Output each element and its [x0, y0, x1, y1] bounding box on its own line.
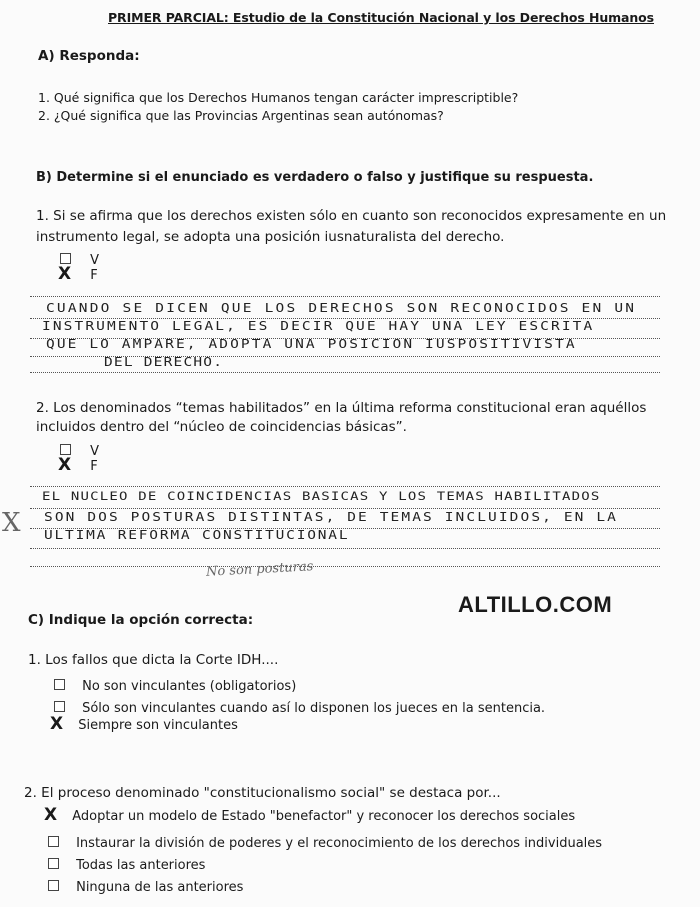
b2-handwritten-answer-line-1: EL NUCLEO DE COINCIDENCIAS BASICAS Y LOS TEMAS HABILITADOS — [42, 490, 601, 504]
b2-answer-rule-5 — [30, 566, 660, 567]
b2-option-v-label: V — [90, 444, 99, 459]
b1-statement-line-2: instrumento legal, se adopta una posición iusnaturalista del derecho. — [36, 229, 505, 245]
b2-statement-line-2: incluidos dentro del “núcleo de coincidencias básicas”. — [36, 419, 407, 435]
b2-handwritten-answer-line-2: SON DOS POSTURAS DISTINTAS, DE TEMAS INCLUIDOS, EN LA — [44, 511, 618, 525]
b2-f-checked-mark: X — [58, 455, 72, 475]
c1-checkbox-1[interactable] — [54, 679, 65, 690]
c1-option-3-label: Siempre son vinculantes — [78, 718, 238, 733]
b2-answer-rule-2 — [30, 508, 660, 509]
c2-option-1-label: Adoptar un modelo de Estado "benefactor" y reconocer los derechos sociales — [72, 809, 576, 824]
c2-checkbox-4[interactable] — [48, 880, 59, 891]
b1-handwritten-answer-line-3: QUE LO AMPARE, ADOPTA UNA POSICION IUSPOSITIVISTA — [46, 338, 577, 352]
section-a-heading: A) Responda: — [38, 48, 140, 64]
b1-answer-rule-5 — [30, 372, 660, 373]
c2-option-4[interactable] — [48, 876, 243, 895]
b2-handwritten-answer-line-3: ULTIMA REFORMA CONSTITUCIONAL — [44, 529, 350, 543]
c2-option-2-label: Instaurar la división de poderes y el reconocimiento de los derechos individuales — [76, 836, 603, 851]
b1-answer-rule-1 — [30, 296, 660, 297]
b2-option-f[interactable] — [58, 455, 98, 475]
c2-stem: 2. El proceso denominado "constitucionalismo social" se destaca por... — [24, 785, 501, 801]
b1-f-checked-mark: X — [58, 264, 72, 284]
c2-checkbox-3[interactable] — [48, 858, 59, 869]
section-a-question-1: 1. Qué significa que los Derechos Humanos tengan carácter imprescriptible? — [38, 90, 519, 105]
section-a-question-2: 2. ¿Qué significa que las Provincias Argentinas sean autónomas? — [38, 108, 444, 123]
c2-option-2[interactable] — [48, 832, 602, 851]
c2-option-3[interactable] — [48, 854, 205, 873]
c1-stem: 1. Los fallos que dicta la Corte IDH.... — [28, 652, 279, 668]
exam-title: PRIMER PARCIAL: Estudio de la Constitución Nacional y los Derechos Humanos — [108, 10, 655, 25]
b2-option-f-label: F — [90, 459, 98, 474]
b1-option-v-label: V — [90, 253, 99, 268]
b1-statement-line-1: 1. Si se afirma que los derechos existen sólo en cuanto son reconocidos expresamente en un — [36, 208, 667, 224]
altillo-watermark: ALTILLO.COM — [458, 592, 613, 617]
c1-option-1[interactable] — [54, 675, 296, 694]
b2-statement-line-1: 2. Los denominados “temas habilitados” en la última reforma constitucional eran aquéllos — [36, 400, 647, 416]
b1-handwritten-answer-line-1: CUANDO SE DICEN QUE LOS DERECHOS SON RECONOCIDOS EN UN — [46, 302, 637, 316]
b2-checkbox-v[interactable] — [60, 444, 71, 455]
c1-option-3[interactable] — [50, 714, 238, 734]
b2-correction-note: No son posturas — [205, 559, 314, 580]
c2-checkbox-2[interactable] — [48, 836, 59, 847]
b1-checkbox-v[interactable] — [60, 253, 71, 264]
c1-option-2-label: Sólo son vinculantes cuando así lo disponen los jueces en la sentencia. — [82, 701, 546, 716]
section-c-heading: C) Indique la opción correcta: — [28, 612, 254, 628]
b1-option-f-label: F — [90, 268, 98, 283]
c2-option-1-checked-mark: X — [44, 805, 58, 825]
section-b-heading: B) Determine si el enunciado es verdadero o falso y justifique su respuesta. — [36, 170, 594, 185]
b1-handwritten-answer-line-4: DEL DERECHO. — [104, 356, 224, 370]
b1-handwritten-answer-line-2: INSTRUMENTO LEGAL, ES DECIR QUE HAY UNA LEY ESCRITA — [42, 320, 595, 334]
c1-option-3-checked-mark: X — [50, 714, 64, 734]
c2-option-1[interactable] — [44, 805, 575, 825]
c1-option-1-label: No son vinculantes (obligatorios) — [82, 679, 297, 694]
b2-answer-rule-1 — [30, 486, 660, 487]
b2-correction-cross-mark: X — [2, 508, 21, 538]
c2-option-4-label: Ninguna de las anteriores — [76, 880, 244, 895]
b2-answer-rule-4 — [30, 548, 660, 549]
b1-answer-rule-2 — [30, 318, 660, 319]
b1-option-f[interactable] — [58, 264, 98, 284]
c1-checkbox-2[interactable] — [54, 701, 65, 712]
c2-option-3-label: Todas las anteriores — [76, 858, 206, 873]
